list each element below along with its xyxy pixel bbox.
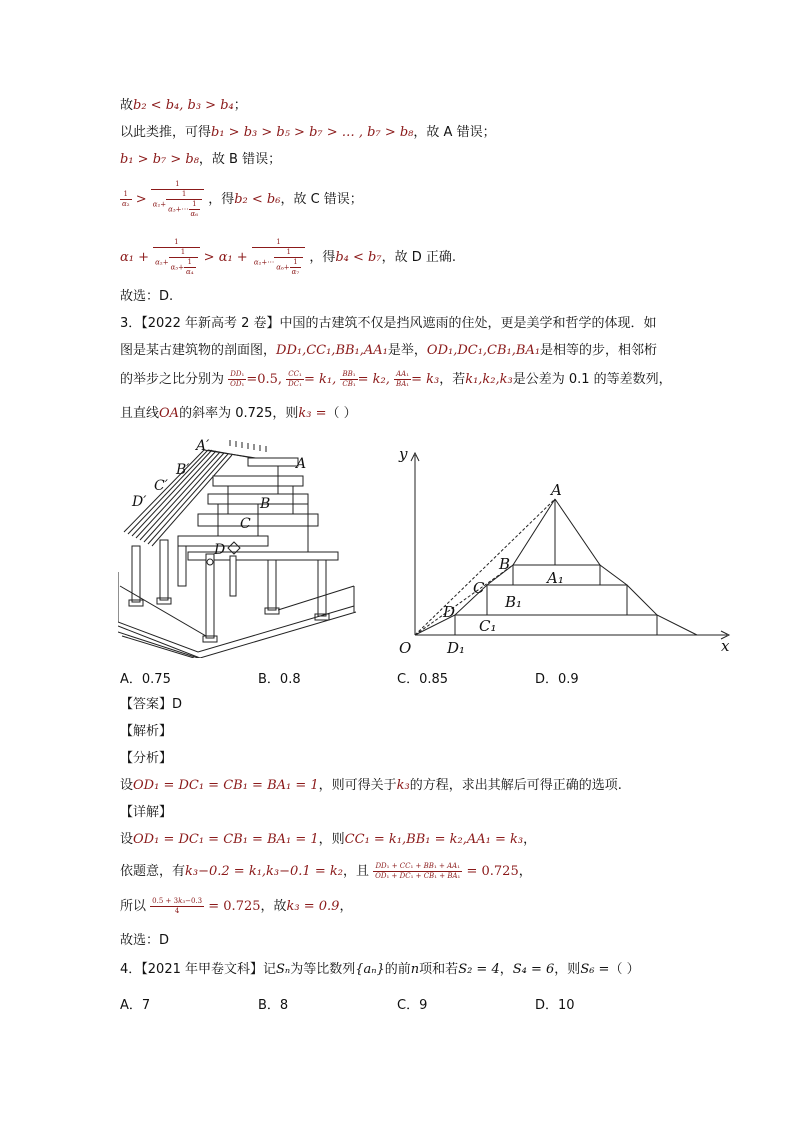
prev-line-5: α₁ + 1 α₂+ 1 α₃+ $\frac{1}{\text{α₄}}$ > α₁ + 1 α₂+⋯ 1 α₆+ $\frac{1}{\text{α₇}}$ ，得b₄ < b₇，故 D 正确. [120, 238, 457, 276]
axis-x-label: x [721, 637, 730, 655]
origin-label: O [399, 639, 412, 657]
q4-option-d[interactable]: D．10 [535, 998, 575, 1013]
q3-line-1: 3．【2022 年新高考 2 卷】中国的古建筑不仅是挡风遮雨的住处，更是美学和哲学的体现．如 [120, 316, 657, 331]
q3-analysis-heading: 【解析】 [120, 724, 173, 739]
point-A: A [551, 481, 562, 499]
prev-line-4: $\frac{1}{\text{α₂}}$ > 1 α₂+ 1 α₃+⋯ $\frac{1}{\text{α₆}}$ ，得b₂ < b₆，故 C 错误； [122, 180, 363, 218]
q3-detail-2: 依题意，有k₃−0.2 = k₁,k₃−0.1 = k₂，且 $\frac{\text{DD₁ + CC₁ + BB₁ + AA₁}}{\text{OD₁ + DC₁ + CB₁ + BA₁}}$ = 0.725， [120, 862, 532, 880]
prev-line-2: 以此类推，可得b₁ > b₃ > b₅ > b₇ > … , b₇ > b₈，故 A 错误； [120, 125, 496, 140]
q3-line-4: 且直线OA的斜率为 0.725，则k₃ =（ ） [120, 406, 357, 421]
q3-detail-1: 设OD₁ = DC₁ = CB₁ = BA₁ = 1，则CC₁ = k₁,BB₁ = k₂,AA₁ = k₃， [120, 832, 537, 847]
point-C: C [473, 579, 485, 597]
label-B-prime: B′ [176, 462, 190, 478]
q3-line-3: 的举步之比分别为 $\frac{\text{DD₁}}{\text{OD₁}}$ =0.5, $\frac{\text{CC₁}}{\text{DC₁}}$ = k₁, $\frac{\text{BB₁}}{\text{CB₁}}$ = k₂, $\frac{\text{AA₁}}{\text{BA₁}}$ = k₃，若k₁,k₂,k₃是公差为 0.1 的等差数列， [120, 370, 672, 388]
q3-choose: 故选：D [120, 933, 170, 948]
q3-fenxi-text: 设OD₁ = DC₁ = CB₁ = BA₁ = 1，则可得关于k₃的方程，求出其解后可得正确的选项. [120, 778, 622, 793]
label-A-prime: A′ [196, 438, 210, 454]
point-B: B [499, 555, 511, 573]
q4-option-a[interactable]: A．7 [120, 998, 151, 1013]
q4-option-c[interactable]: C．9 [397, 998, 428, 1013]
building-figure [118, 436, 358, 658]
label-C-prime: C′ [154, 478, 168, 494]
point-D: D [443, 603, 456, 621]
point-A1: A₁ [547, 569, 564, 587]
label-B: B [260, 496, 271, 512]
q3-line-2: 图是某古建筑物的剖面图，DD₁,CC₁,BB₁,AA₁是举，OD₁,DC₁,CB₁,BA₁是相等的步，相邻桁 [120, 343, 658, 358]
label-D-prime: D′ [132, 494, 147, 510]
point-B1: B₁ [505, 593, 523, 611]
q3-option-d[interactable]: D．0.9 [535, 672, 579, 687]
q3-detail-3: 所以 $\frac{\text{0.5 + 3k₃−0.3}}{4}$ = 0.725，故k₃ = 0.9， [120, 897, 353, 915]
q3-detail-heading: 【详解】 [120, 805, 173, 820]
coordinate-figure [395, 445, 740, 660]
label-C: C [240, 516, 251, 532]
label-D: D [214, 542, 226, 558]
point-C1: C₁ [479, 617, 497, 635]
prev-line-3: b₁ > b₇ > b₈，故 B 错误； [120, 152, 282, 167]
point-D1: D₁ [447, 639, 466, 657]
q4-line: 4．【2021 年甲卷文科】记Sₙ为等比数列{aₙ}的前n项和若S₂ = 4，S₄ = 6，则S₆ =（ ） [120, 962, 640, 977]
q3-answer: 【答案】D [120, 697, 183, 712]
prev-choose: 故选：D. [120, 289, 174, 304]
label-A: A [296, 456, 307, 472]
prev-line-1: 故b₂ < b₄, b₃ > b₄； [120, 98, 247, 113]
q3-option-c[interactable]: C．0.85 [397, 672, 449, 687]
q3-option-a[interactable]: A．0.75 [120, 672, 171, 687]
axis-y-label: y [399, 445, 408, 463]
q3-fenxi-heading: 【分析】 [120, 751, 173, 766]
q3-option-b[interactable]: B．0.8 [258, 672, 301, 687]
q4-option-b[interactable]: B．8 [258, 998, 289, 1013]
